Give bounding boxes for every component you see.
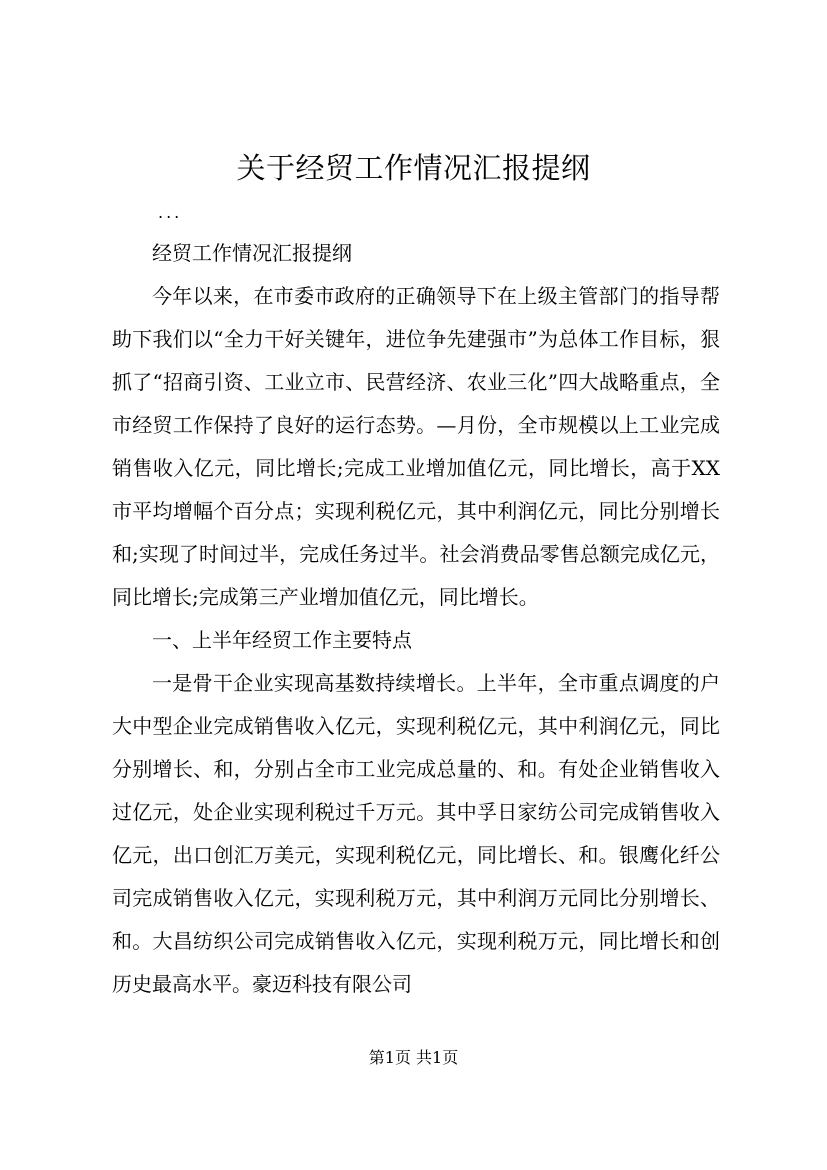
intro-paragraph: 今年以来，在市委市政府的正确领导下在上级主管部门的指导帮助下我们以“全力干好关键年，进位争先建强市”为总体工作目标，狠抓了“招商引资、工业立市、民营经济、农业三化”四大战略重点，全市经贸工作保持了良好的运行态势。—月份，全市规模以上工业完成销售收入亿元，同比增长;完成工业增加值亿元，同比增长，高于XX市平均增幅个百分点；实现利税亿元，其中利润亿元，同比分别增长和;实现了时间过半，完成任务过半。社会消费品零售总额完成亿元，同比增长;完成第三产业增加值亿元，同比增长。 — [112, 284, 720, 609]
page-footer: 第1页 共1页 — [368, 1048, 459, 1067]
body-paragraph: 一是骨干企业实现高基数持续增长。上半年，全市重点调度的户大中型企业完成销售收入亿元，实现利税亿元，其中利润亿元，同比分别增长、和，分别占全市工业完成总量的、和。有处企业销售收入过亿元，处企业实现利税过千万元。其中孚日家纺公司完成销售收入亿元，出口创汇万美元，实现利税亿元，同比增长、和。银鹰化纤公司完成销售收入亿元，实现利税万元，其中利润万元同比分别增长、和。大昌纺织公司完成销售收入亿元，实现利税万元，同比增长和创历史最高水平。豪迈科技有限公司 — [112, 671, 720, 996]
document-title: 关于经贸工作情况汇报提纲 — [236, 151, 591, 185]
ellipsis-marker: ... — [158, 203, 183, 222]
section-heading: 一、上半年经贸工作主要特点 — [152, 628, 412, 652]
subtitle-paragraph: 经贸工作情况汇报提纲 — [152, 241, 352, 265]
document-body — [112, 232, 720, 1006]
